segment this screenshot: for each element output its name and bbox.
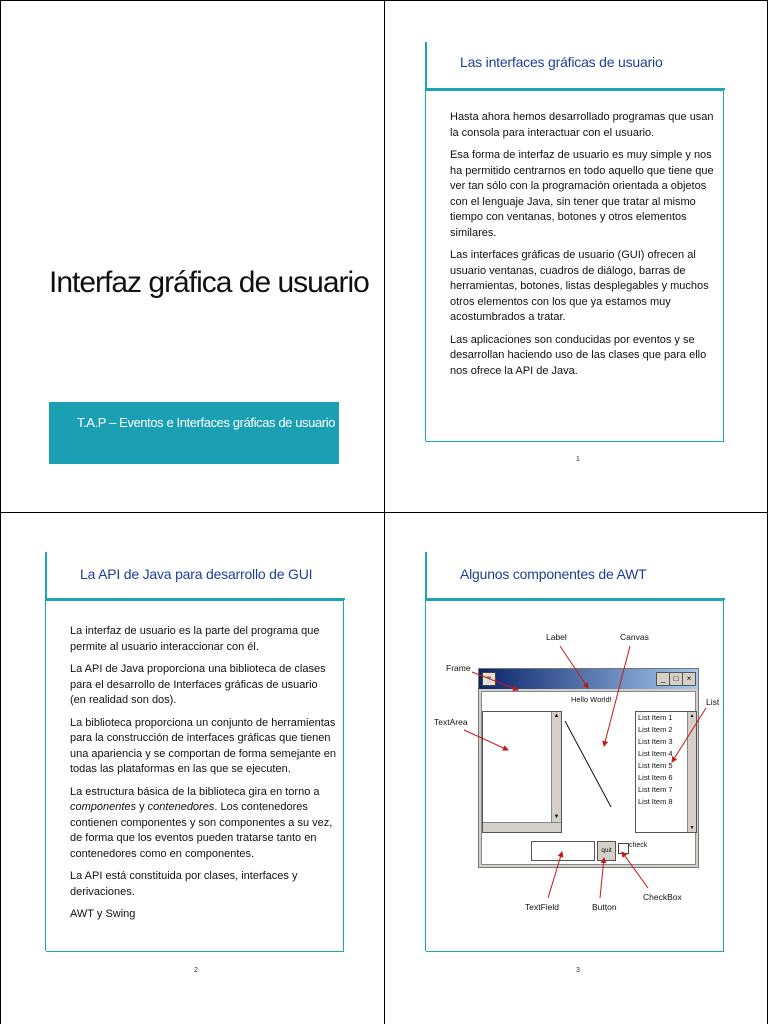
list-item: List Item 8 <box>638 797 673 806</box>
presentation-title: Interfaz gráfica de usuario <box>49 266 369 299</box>
scroll-up-icon: ▲ <box>689 713 695 719</box>
page-number: 3 <box>576 967 580 974</box>
arrow-list <box>672 708 706 762</box>
list-item: List Item 1 <box>638 713 673 722</box>
paragraph: La API de Java proporciona una biblioteca de clases para el desarrollo de Interfaces gráficas de usuario (en realidad son dos). <box>70 663 326 706</box>
callout-textfield: TextField <box>525 902 560 912</box>
scroll-down-icon: ▼ <box>689 825 695 831</box>
paragraph: La biblioteca proporciona un conjunto de herramientas para la construcción de interfaces gráficas que tienen una apariencia y se comportan de forma semejante en todas las plataformas en las que se ejecuten. <box>70 716 336 775</box>
paragraph: Hasta ahora hemos desarrollado programas que usan la consola para interactuar con el usuario. <box>450 111 714 139</box>
arrow-label <box>560 646 588 688</box>
hello-label: Hello World! <box>571 695 612 704</box>
scroll-up-icon: ▲ <box>553 713 560 719</box>
page-number: 2 <box>194 967 198 974</box>
arrow-canvas <box>604 646 630 746</box>
callout-textarea: TextArea <box>434 717 468 727</box>
paragraph: La API está constituida por clases, interfaces y derivaciones. <box>70 870 298 898</box>
slide-title: La API de Java para desarrollo de GUI <box>80 566 313 582</box>
text-run: La estructura básica de la biblioteca gira en torno a <box>70 785 320 798</box>
arrow-checkbox <box>622 852 648 888</box>
presentation-subtitle: T.A.P – Eventos e Interfaces gráficas de usuario <box>77 415 336 430</box>
text-run: y <box>136 801 148 813</box>
minimize-icon: _ <box>656 672 670 686</box>
callout-frame: Frame <box>446 663 471 673</box>
list-item: List Item 7 <box>638 785 673 794</box>
slide-title: Las interfaces gráficas de usuario <box>460 54 663 70</box>
list-item: List Item 4 <box>638 749 673 758</box>
callout-label: Label <box>546 632 567 642</box>
paragraph: Las aplicaciones son conducidas por eventos y se desarrollan haciendo uso de las clases que para ello nos ofrece la API de Java. <box>450 333 707 377</box>
paragraph: Las interfaces gráficas de usuario (GUI) ofrecen al usuario ventanas, cuadros de diálogo, barras de herramientas, botones, listas desplegables y muchos otros elementos con los que ya estamos muy acostumbrados a tratar. <box>450 249 709 323</box>
list-item: List Item 2 <box>638 725 673 734</box>
maximize-icon: □ <box>669 672 683 686</box>
paragraph: AWT y Swing <box>70 908 136 920</box>
text-run: . Los contenedores contienen componentes y son componentes a su vez, de forma que los eventos pueden tratarse tanto en contenedores como en componentes. <box>70 801 333 860</box>
java-cup-icon: ☕ <box>482 672 496 686</box>
callout-checkbox: CheckBox <box>643 892 682 902</box>
list-item: List Item 5 <box>638 761 673 770</box>
list-item: List Item 3 <box>638 737 673 746</box>
page-number: 1 <box>576 456 580 463</box>
slide-title: Algunos componentes de AWT <box>460 566 647 582</box>
list-item: List Item 6 <box>638 773 673 782</box>
arrow-textfield <box>548 852 562 898</box>
emphasis: contenedores <box>147 801 215 813</box>
callout-button: Button <box>592 902 617 912</box>
arrow-textarea <box>464 730 508 750</box>
callout-canvas: Canvas <box>620 632 649 642</box>
paragraph: Esa forma de interfaz de usuario es muy simple y nos ha permitido centrarnos en todo aquello que tiene que ver tan sólo con la programación orientada a objetos con el lenguaje Java, sin tener que tratar al mismo tiempo con ventanas, botones y otros elementos similares. <box>450 149 714 239</box>
quit-button: quit <box>597 841 616 861</box>
arrow-button <box>600 858 604 898</box>
arrow-frame <box>472 672 518 690</box>
paragraph: La interfaz de usuario es la parte del programa que permite al usuario interaccionar con él. <box>70 625 320 653</box>
callout-list: List <box>706 697 720 707</box>
close-icon: × <box>682 672 696 686</box>
scroll-down-icon: ▼ <box>553 814 560 820</box>
emphasis: componentes <box>70 801 137 813</box>
checkbox-label: check <box>629 842 648 849</box>
